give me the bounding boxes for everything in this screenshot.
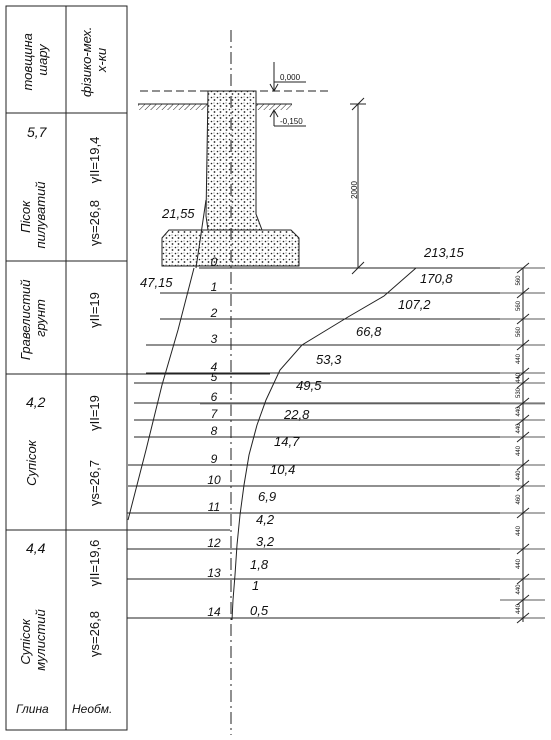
dim-value-3: 440 <box>516 353 522 365</box>
dim-value-6: 440 <box>516 406 522 417</box>
dim-value-4: 440 <box>516 372 522 384</box>
layer1-name <box>18 181 48 248</box>
sigma-zp-value-10: 4,2 <box>256 512 275 527</box>
layer2-prop-gamma2: γII=19 <box>87 292 102 328</box>
dim-value-9: 440 <box>516 470 522 481</box>
sigma-zp-value-12: 1,8 <box>250 557 269 572</box>
sigma-zp-value-2: 107,2 <box>398 297 431 312</box>
sigma-zp-value-8: 10,4 <box>270 462 296 477</box>
right-dimension-chain <box>500 263 545 623</box>
col2-header <box>79 23 109 97</box>
sigma-zp-labels <box>250 245 465 618</box>
sigma-zp-value-7: 14,7 <box>274 434 300 449</box>
footer-props: Необм. <box>72 702 113 716</box>
point-label-1: 1 <box>210 280 218 294</box>
layer1-prop-gamma2: γII=19,4 <box>87 136 102 184</box>
layer1-name-line1: Пісок <box>18 200 33 233</box>
dim-value-1: 560 <box>516 300 522 312</box>
layer3-thickness: 4,2 <box>26 394 46 410</box>
col2-header-line1: фізико-мех. <box>79 26 94 98</box>
sigma-zp-value-4: 53,3 <box>316 352 342 367</box>
dim-value-2: 560 <box>516 326 522 338</box>
sigma-zp-value-1: 170,8 <box>420 271 453 286</box>
layer1-name-line2: пилуватий <box>33 181 48 249</box>
footer-soil-name: Глина <box>16 702 49 716</box>
sigma-zp-value-3: 66,8 <box>356 324 382 339</box>
point-label-12: 12 <box>207 536 221 550</box>
dim-value-14: 440 <box>516 603 522 615</box>
level-ground-label: -0,150 <box>280 117 303 126</box>
point-label-11: 11 <box>207 500 221 514</box>
dim-value-7: 440 <box>516 423 522 434</box>
point-label-4: 4 <box>210 360 218 374</box>
load-value: 21,55 <box>162 206 195 221</box>
point-label-10: 10 <box>207 473 221 487</box>
sigma-zp-value-11: 3,2 <box>256 534 275 549</box>
sigma-zp-value-13: 1 <box>252 578 260 593</box>
layer3-name: Супісок <box>24 440 39 486</box>
dim-value-8: 440 <box>516 445 522 457</box>
layer3-prop-gamma2: γII=19 <box>87 395 102 431</box>
boundary-lines <box>127 374 545 530</box>
layer4-name-line2: мулистий <box>33 609 48 671</box>
sigma-zp-value-6: 22,8 <box>284 407 310 422</box>
point-label-2: 2 <box>210 306 218 320</box>
col2-header-line2: х-ки <box>94 47 109 73</box>
sigma-zp-value-14: 0,5 <box>250 603 269 618</box>
layer4-name-line1: Супісок <box>18 618 33 665</box>
sigma-zp-value-5: 49,5 <box>296 378 322 393</box>
layer4-prop-gamma2: γII=19,6 <box>87 539 102 587</box>
point-label-0: 0 <box>210 255 218 269</box>
ground-hatch-left <box>138 104 208 110</box>
layer1-prop-gammas: γs=26,8 <box>87 200 102 246</box>
dim-value-5: 530 <box>516 387 522 399</box>
dim-value-13: 440 <box>516 584 522 595</box>
col1-header <box>20 29 50 90</box>
level-top-label: 0,000 <box>280 73 301 82</box>
layer4-thickness: 4,4 <box>26 540 46 556</box>
foundation-column <box>206 91 262 230</box>
dim-value-12: 440 <box>516 558 522 570</box>
sigma-zp-value-0: 213,15 <box>424 245 464 260</box>
point-label-9: 9 <box>210 452 218 466</box>
dim-value-10: 460 <box>516 494 522 505</box>
sigma-zg-curve <box>128 268 194 520</box>
sigma-zg-label: 47,15 <box>140 275 173 290</box>
depth-dimension-label: 2000 <box>350 181 359 199</box>
sigma-zp-value-9: 6,9 <box>258 489 277 504</box>
layer2-name <box>18 276 48 360</box>
layer4-name <box>18 609 48 670</box>
point-label-3: 3 <box>210 332 218 346</box>
dim-value-11: 440 <box>516 525 522 537</box>
col1-header-line2: шару <box>35 44 50 76</box>
point-label-5: 5 <box>210 370 218 384</box>
layer3-prop-gammas: γs=26,7 <box>87 460 102 506</box>
point-label-8: 8 <box>210 424 218 438</box>
layer2-name-line1: Гравелистий <box>18 279 33 361</box>
dim-value-0: 560 <box>516 275 522 286</box>
layer4-prop-gammas: γs=26,8 <box>87 611 102 657</box>
point-label-13: 13 <box>207 566 221 580</box>
point-label-7: 7 <box>210 407 218 421</box>
point-label-6: 6 <box>210 390 218 404</box>
point-lines <box>127 268 500 618</box>
layer1-thickness: 5,7 <box>27 124 47 140</box>
point-label-14: 14 <box>207 605 221 619</box>
layer2-name-line2: грунт <box>33 299 48 337</box>
col1-header-line1: товщина <box>20 33 35 91</box>
